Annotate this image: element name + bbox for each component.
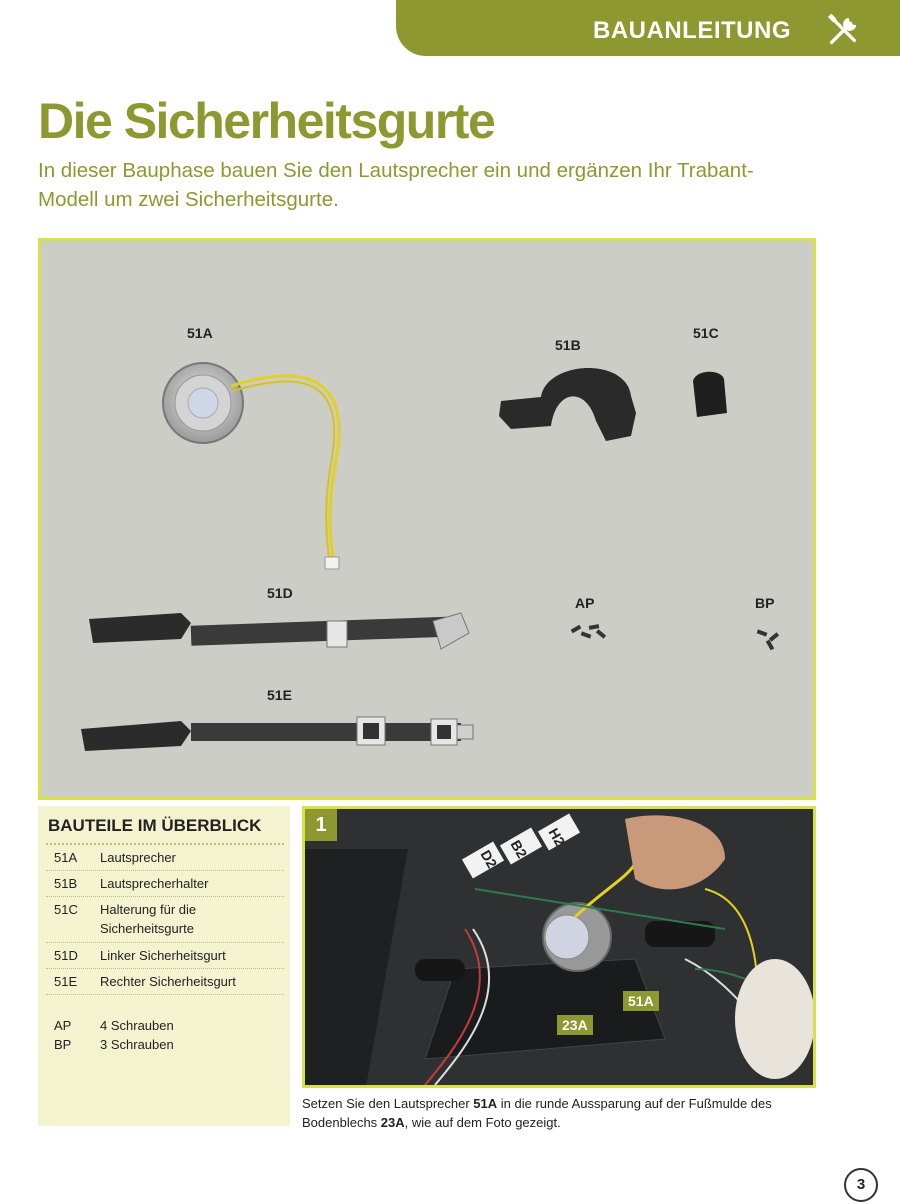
- parts-photo: [38, 238, 816, 800]
- part-code: 51B: [54, 876, 78, 891]
- caption-part-ref: 51A: [473, 1096, 498, 1111]
- speaker-part: [163, 363, 339, 569]
- step-1-photo: [302, 806, 816, 1088]
- part-code: BP: [54, 1037, 72, 1052]
- page-number: 3: [844, 1168, 878, 1202]
- screws-ap: [571, 624, 606, 639]
- part-name: Lautsprecherhalter: [100, 876, 209, 891]
- belt-holder-part: [693, 372, 727, 417]
- parts-row: [46, 946, 284, 969]
- parts-overview: [38, 806, 290, 1126]
- part-code: AP: [54, 1018, 72, 1033]
- step-number: 1: [305, 809, 337, 841]
- label-51a: 51A: [187, 325, 213, 341]
- part-name: Linker Sicherheitsgurt: [100, 948, 226, 963]
- part-name: Lautsprecher: [100, 850, 176, 865]
- wire-label-h2: H2: [545, 825, 569, 849]
- right-belt-part: [81, 717, 473, 751]
- parts-row: [46, 1016, 284, 1035]
- tools-icon: [824, 12, 862, 50]
- part-name: Halterung für die Sicherheitsgurte: [100, 902, 197, 936]
- parts-row: [46, 900, 284, 943]
- part-code: 51C: [54, 902, 78, 917]
- parts-row: [46, 874, 284, 897]
- label-bp: BP: [755, 595, 775, 611]
- label-51b: 51B: [555, 337, 581, 353]
- part-name: Rechter Sicherheitsgurt: [100, 974, 236, 989]
- label-51d: 51D: [267, 585, 293, 601]
- divider: [46, 843, 284, 845]
- label-ap: AP: [575, 595, 595, 611]
- part-code: 51D: [54, 948, 78, 963]
- parts-heading: BAUTEILE IM ÜBERBLICK: [48, 816, 262, 835]
- parts-row: [46, 1035, 284, 1054]
- wire-label-d2: D2: [477, 847, 501, 871]
- page-title: Die Sicherheitsgurte: [38, 93, 495, 149]
- parts-row: [46, 848, 284, 871]
- label-51e: 51E: [267, 687, 292, 703]
- caption-text: in die runde Aussparung auf der Fußmulde des Bodenblechs: [302, 1096, 772, 1130]
- tag-51a: 51A: [623, 991, 659, 1011]
- page-subtitle: In dieser Bauphase bauen Sie den Lautsprecher ein und ergänzen Ihr Trabant-Modell um zwei Sicherheitsgurte.: [38, 159, 754, 211]
- part-name: 3 Schrauben: [100, 1037, 174, 1052]
- label-51c: 51C: [693, 325, 719, 341]
- step-caption: [302, 1094, 782, 1132]
- speaker-holder-part: [499, 368, 636, 441]
- caption-part-ref: 23A: [380, 1115, 405, 1130]
- part-name: 4 Schrauben: [100, 1018, 174, 1033]
- wire-label-b2: B2: [507, 837, 531, 861]
- part-code: 51A: [54, 850, 78, 865]
- caption-text: Setzen Sie den Lautsprecher: [302, 1096, 474, 1111]
- screws-bp: [757, 629, 779, 650]
- left-belt-part: [89, 613, 469, 649]
- tag-23a: 23A: [557, 1015, 593, 1035]
- part-code: 51E: [54, 974, 78, 989]
- parts-row: [46, 972, 284, 995]
- section-tab: [396, 0, 900, 56]
- section-label: BAUANLEITUNG: [593, 17, 791, 44]
- caption-text: , wie auf dem Foto gezeigt.: [404, 1115, 561, 1130]
